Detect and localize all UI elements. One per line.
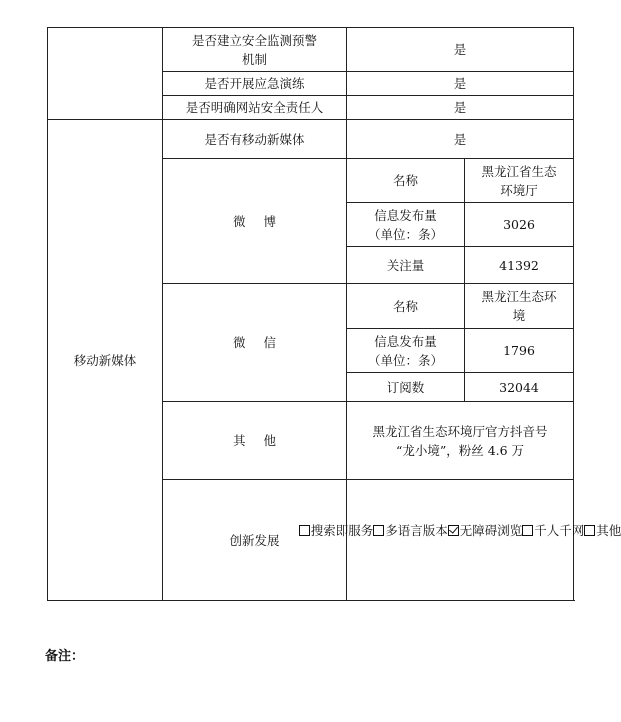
responsible-label: 是否明确网站安全责任人 [163, 96, 347, 120]
weibo-followers-label: 关注量 [347, 247, 465, 284]
wechat-label: 微 信 [163, 284, 347, 402]
option-accessibility[interactable]: 无障碍浏览 [448, 521, 523, 540]
drill-label: 是否开展应急演练 [163, 72, 347, 96]
monitoring-value: 是 [347, 28, 574, 72]
has-media-value: 是 [347, 120, 574, 159]
innovation-label: 创新发展 [163, 480, 347, 601]
other-label: 其 他 [163, 402, 347, 480]
weibo-name-label: 名称 [347, 159, 465, 203]
option-search-service[interactable]: 搜索即服务 [299, 521, 374, 540]
wechat-name-label: 名称 [347, 284, 465, 329]
has-media-label: 是否有移动新媒体 [163, 120, 347, 159]
monitoring-label: 是否建立安全监测预警 机制 [163, 28, 347, 72]
checkbox-icon[interactable] [584, 525, 595, 536]
option-other[interactable]: 其他 [584, 521, 621, 540]
option-personalized[interactable]: 千人千网 [522, 521, 584, 540]
wechat-subs-label: 订阅数 [347, 373, 465, 402]
wechat-subs-value: 32044 [465, 373, 574, 402]
checkbox-icon[interactable] [522, 525, 533, 536]
weibo-posts-value: 3026 [465, 203, 574, 247]
option-multilingual[interactable]: 多语言版本 [373, 521, 448, 540]
remarks-label: 备注： [45, 649, 85, 664]
wechat-name-value: 黑龙江生态环 境 [465, 284, 574, 329]
row-has-media [48, 120, 574, 159]
responsible-value: 是 [347, 96, 574, 120]
other-description: 黑龙江省生态环境厅官方抖音号 “龙小境”，粉丝 4.6 万 [347, 402, 574, 480]
checkbox-checked-icon[interactable] [448, 525, 459, 536]
row-monitoring [48, 28, 574, 72]
weibo-posts-label: 信息发布量 （单位：条） [347, 203, 465, 247]
checkbox-icon[interactable] [299, 525, 310, 536]
weibo-followers-value: 41392 [465, 247, 574, 284]
checkbox-icon[interactable] [373, 525, 384, 536]
weibo-name-value: 黑龙江省生态 环境厅 [465, 159, 574, 203]
media-section-label: 移动新媒体 [48, 120, 163, 601]
drill-value: 是 [347, 72, 574, 96]
wechat-posts-label: 信息发布量 （单位：条） [347, 329, 465, 373]
wechat-posts-value: 1796 [465, 329, 574, 373]
innovation-options-list [310, 521, 621, 540]
info-table [47, 27, 621, 601]
blank-section-cell [48, 28, 163, 120]
innovation-options [310, 480, 621, 601]
weibo-label: 微 博 [163, 159, 347, 284]
